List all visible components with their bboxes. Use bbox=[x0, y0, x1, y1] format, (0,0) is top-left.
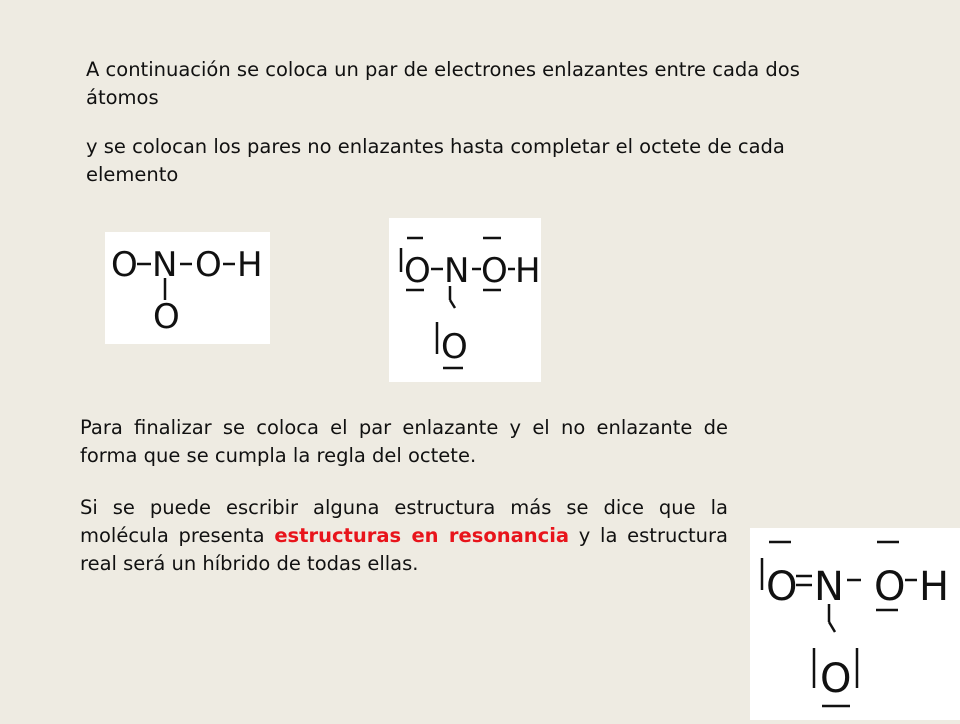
atom-h: H bbox=[237, 245, 263, 285]
atom-o: O bbox=[441, 327, 468, 367]
atom-o: O bbox=[481, 251, 508, 291]
text-paragraph-3: Para finalizar se coloca el par enlazante y el no enlazante de forma que se cumpla la regla del octete. bbox=[80, 416, 728, 467]
atom-o: O bbox=[404, 251, 431, 291]
atom-o: O bbox=[153, 297, 180, 337]
atom-o: O bbox=[820, 656, 852, 702]
lone-pairs-structure-image bbox=[389, 218, 541, 382]
text-paragraph-4-start: Si se puede escribir alguna estructura más se dice que la molécula presenta bbox=[80, 496, 728, 547]
atom-n: N bbox=[444, 251, 470, 291]
atom-n: N bbox=[814, 564, 844, 610]
atom-o: O bbox=[766, 564, 798, 610]
text-paragraph-2: y se colocan los pares no enlazantes hasta completar el octete de cada elemento bbox=[86, 135, 785, 186]
text-paragraph-4-end: y la estructura real será un híbrido de todas ellas. bbox=[80, 524, 729, 575]
text-paragraph-1: A continuación se coloca un par de electrones enlazantes entre cada dos átomos bbox=[86, 58, 800, 109]
resonance-highlight: estructuras en resonancia bbox=[274, 524, 570, 547]
text-paragraph-4 bbox=[80, 494, 728, 578]
atom-n: N bbox=[152, 245, 178, 285]
skeleton-structure-image bbox=[105, 232, 270, 344]
resonance-structure-image bbox=[750, 528, 960, 720]
atom-o: O bbox=[874, 564, 906, 610]
atom-h: H bbox=[919, 564, 950, 610]
atom-o: O bbox=[111, 245, 138, 285]
atom-h: H bbox=[515, 251, 541, 291]
atom-o: O bbox=[195, 245, 222, 285]
